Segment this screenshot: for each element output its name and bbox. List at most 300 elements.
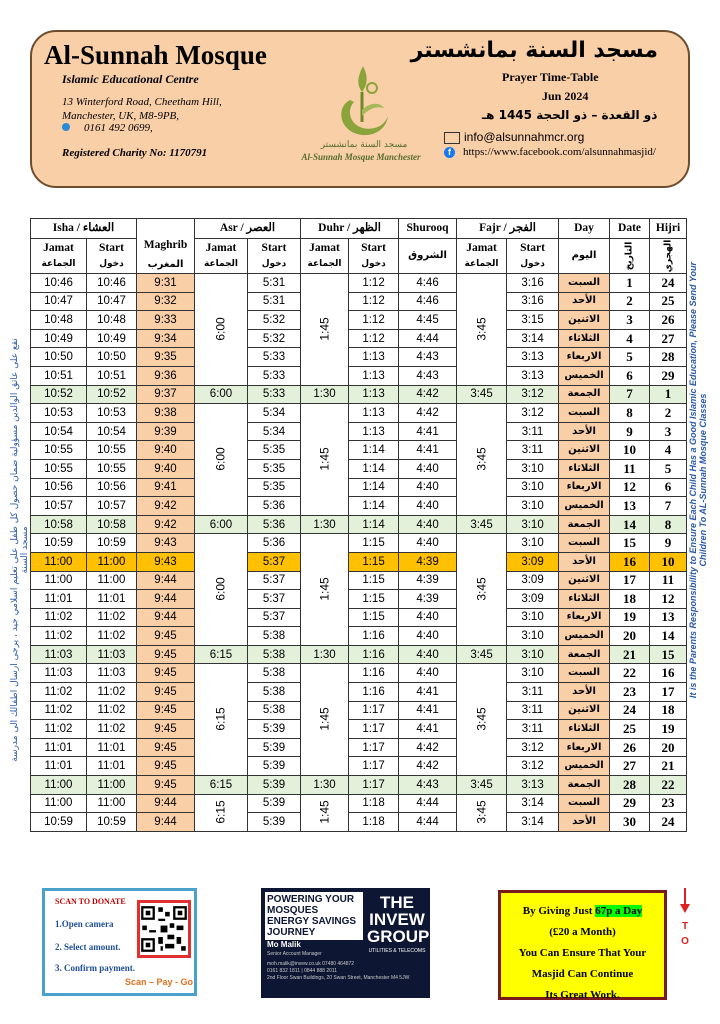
isha-jamat-cell: 11:03 (31, 664, 87, 683)
table-row (31, 497, 687, 516)
date-cell: 1 (610, 274, 650, 293)
asr-start-cell: 5:39 (248, 794, 301, 813)
asr-start-cell: 5:39 (248, 720, 301, 739)
table-row (31, 627, 687, 646)
maghrib-cell: 9:32 (137, 292, 195, 311)
give-line-2: (£20 a Month) (549, 926, 616, 938)
hijri-cell: 10 (650, 552, 687, 571)
maghrib-cell: 9:45 (137, 683, 195, 702)
hijri-cell: 27 (650, 329, 687, 348)
sponsor-ad (261, 888, 430, 998)
isha-jamat-header: Jamat الجماعة (31, 238, 87, 273)
fajr-start-cell: 3:09 (507, 590, 559, 609)
shurooq-cell: 4:42 (399, 738, 457, 757)
hijri-cell: 14 (650, 627, 687, 646)
hijri-cell: 24 (650, 813, 687, 832)
fajr-start-cell: 3:11 (507, 422, 559, 441)
table-row (31, 664, 687, 683)
fajr-start-cell: 3:16 (507, 274, 559, 293)
asr-header: Asr / العصر (195, 219, 301, 239)
asr-start-cell: 5:39 (248, 738, 301, 757)
mosque-subtitle: Islamic Educational Centre (62, 72, 199, 86)
table-row (31, 608, 687, 627)
table-row (31, 478, 687, 497)
date-cell: 4 (610, 329, 650, 348)
fajr-start-cell: 3:14 (507, 794, 559, 813)
hijri-cell: 16 (650, 664, 687, 683)
shurooq-cell: 4:40 (399, 497, 457, 516)
fajr-start-cell: 3:12 (507, 757, 559, 776)
duhr-start-cell: 1:14 (349, 459, 399, 478)
hijri-cell: 3 (650, 422, 687, 441)
maghrib-cell: 9:37 (137, 385, 195, 404)
hijri-cell: 28 (650, 348, 687, 367)
date-cell: 24 (610, 701, 650, 720)
logo-arabic-text: مسجد السنة بمانشستر (320, 140, 408, 150)
duhr-jamat-header: Jamat الجماعة (301, 238, 349, 273)
duhr-jamat-block: 1:45 (301, 664, 349, 776)
facebook-url[interactable]: https://www.facebook.com/alsunnahmasjid/ (463, 146, 656, 158)
duhr-header: Duhr / الظهر (301, 219, 399, 239)
shurooq-cell: 4:40 (399, 608, 457, 627)
hijri-cell: 1 (650, 385, 687, 404)
duhr-start-cell: 1:12 (349, 292, 399, 311)
shurooq-cell: 4:40 (399, 645, 457, 664)
duhr-start-cell: 1:15 (349, 608, 399, 627)
asr-start-cell: 5:34 (248, 422, 301, 441)
hijri-cell: 5 (650, 459, 687, 478)
day-cell: الجمعة (559, 645, 610, 664)
shurooq-cell: 4:40 (399, 478, 457, 497)
isha-jamat-cell: 10:55 (31, 459, 87, 478)
fajr-start-cell: 3:10 (507, 664, 559, 683)
isha-jamat-cell: 10:52 (31, 385, 87, 404)
isha-jamat-cell: 11:02 (31, 720, 87, 739)
fajr-start-cell: 3:15 (507, 311, 559, 330)
maghrib-cell: 9:43 (137, 552, 195, 571)
duhr-jamat-cell: 1:30 (301, 776, 349, 795)
maghrib-cell: 9:45 (137, 664, 195, 683)
asr-start-cell: 5:36 (248, 534, 301, 553)
duhr-start-cell: 1:17 (349, 701, 399, 720)
fajr-start-cell: 3:11 (507, 720, 559, 739)
asr-start-cell: 5:38 (248, 683, 301, 702)
give-line-5: Its Great Work. (545, 989, 620, 1001)
fajr-jamat-block: 3:45 (457, 794, 507, 831)
isha-start-cell: 11:01 (87, 738, 137, 757)
date-cell: 30 (610, 813, 650, 832)
isha-start-cell: 10:57 (87, 497, 137, 516)
duhr-start-cell: 1:17 (349, 776, 399, 795)
maghrib-cell: 9:43 (137, 534, 195, 553)
table-row (31, 683, 687, 702)
isha-start-cell: 11:00 (87, 571, 137, 590)
hijri-cell: 24 (650, 274, 687, 293)
asr-start-cell: 5:36 (248, 515, 301, 534)
maghrib-cell: 9:34 (137, 329, 195, 348)
maghrib-cell: 9:45 (137, 627, 195, 646)
maghrib-cell: 9:40 (137, 459, 195, 478)
shurooq-cell: 4:46 (399, 274, 457, 293)
maghrib-cell: 9:35 (137, 348, 195, 367)
fajr-jamat-cell: 3:45 (457, 385, 507, 404)
table-row (31, 813, 687, 832)
table-row (31, 329, 687, 348)
isha-start-cell: 10:49 (87, 329, 137, 348)
date-cell: 10 (610, 441, 650, 460)
to-indicator (677, 888, 693, 949)
table-row (31, 459, 687, 478)
isha-jamat-cell: 11:01 (31, 757, 87, 776)
shurooq-cell: 4:42 (399, 757, 457, 776)
isha-start-cell: 10:58 (87, 515, 137, 534)
fajr-start-cell: 3:10 (507, 478, 559, 497)
duhr-jamat-block: 1:45 (301, 794, 349, 831)
table-row (31, 515, 687, 534)
give-line-1: By Giving Just (522, 905, 596, 917)
email-address[interactable]: info@alsunnahmcr.org (464, 130, 585, 144)
isha-jamat-cell: 10:59 (31, 813, 87, 832)
facebook[interactable] (444, 146, 656, 158)
day-cell: الاثنين (559, 441, 610, 460)
isha-jamat-cell: 10:46 (31, 274, 87, 293)
duhr-start-cell: 1:15 (349, 552, 399, 571)
asr-start-cell: 5:38 (248, 645, 301, 664)
isha-start-cell: 10:51 (87, 366, 137, 385)
shurooq-cell: 4:41 (399, 441, 457, 460)
shurooq-cell: 4:46 (399, 292, 457, 311)
day-cell: الثلاثاء (559, 720, 610, 739)
hijri-cell: 4 (650, 441, 687, 460)
maghrib-cell: 9:31 (137, 274, 195, 293)
day-cell: السبت (559, 404, 610, 423)
table-row (31, 292, 687, 311)
day-ar-header: اليوم (559, 238, 610, 273)
hijri-cell: 29 (650, 366, 687, 385)
isha-start-cell: 11:02 (87, 608, 137, 627)
maghrib-cell: 9:45 (137, 720, 195, 739)
asr-start-cell: 5:38 (248, 701, 301, 720)
isha-start-cell: 10:48 (87, 311, 137, 330)
isha-start-cell: 11:02 (87, 701, 137, 720)
date-cell: 23 (610, 683, 650, 702)
duhr-start-cell: 1:17 (349, 738, 399, 757)
day-cell: الأحد (559, 292, 610, 311)
isha-jamat-cell: 11:03 (31, 645, 87, 664)
asr-start-cell: 5:32 (248, 329, 301, 348)
asr-start-cell: 5:33 (248, 366, 301, 385)
duhr-jamat-block: 1:45 (301, 404, 349, 516)
asr-start-cell: 5:37 (248, 571, 301, 590)
isha-start-cell: 10:53 (87, 404, 137, 423)
isha-jamat-cell: 11:00 (31, 776, 87, 795)
isha-jamat-cell: 11:00 (31, 794, 87, 813)
isha-start-cell: 11:00 (87, 776, 137, 795)
shurooq-cell: 4:40 (399, 534, 457, 553)
qr-code-icon[interactable] (137, 900, 191, 958)
isha-start-cell: 10:55 (87, 441, 137, 460)
asr-start-cell: 5:38 (248, 664, 301, 683)
donate-title: SCAN TO DONATE (55, 897, 126, 906)
logo-english-text: Al-Sunnah Mosque Manchester (301, 152, 421, 162)
maghrib-cell: 9:45 (137, 645, 195, 664)
table-row (31, 422, 687, 441)
donate-card[interactable] (42, 888, 197, 996)
hijri-cell: 18 (650, 701, 687, 720)
isha-start-cell: 11:01 (87, 757, 137, 776)
fajr-start-cell: 3:11 (507, 701, 559, 720)
asr-start-cell: 5:35 (248, 478, 301, 497)
duhr-jamat-block: 1:45 (301, 274, 349, 386)
email[interactable] (444, 130, 584, 144)
hijri-cell: 12 (650, 590, 687, 609)
date-cell: 25 (610, 720, 650, 739)
ad-brand-sub: UTILITIES & TELECOMS (368, 948, 426, 954)
date-cell: 22 (610, 664, 650, 683)
isha-start-cell: 11:03 (87, 645, 137, 664)
duhr-start-cell: 1:15 (349, 534, 399, 553)
duhr-start-cell: 1:16 (349, 664, 399, 683)
fajr-start-cell: 3:09 (507, 552, 559, 571)
fajr-start-cell: 3:10 (507, 627, 559, 646)
date-cell: 20 (610, 627, 650, 646)
day-cell: الاربعاء (559, 348, 610, 367)
asr-jamat-block: 6:15 (195, 794, 248, 831)
isha-start-cell: 10:59 (87, 813, 137, 832)
shurooq-cell: 4:39 (399, 552, 457, 571)
shurooq-cell: 4:40 (399, 664, 457, 683)
hijri-header: Hijri (650, 219, 687, 239)
asr-start-cell: 5:33 (248, 385, 301, 404)
day-cell: الثلاثاء (559, 329, 610, 348)
asr-start-header: Start دخول (248, 238, 301, 273)
maghrib-cell: 9:44 (137, 571, 195, 590)
fajr-jamat-cell: 3:45 (457, 776, 507, 795)
duhr-start-cell: 1:13 (349, 366, 399, 385)
isha-start-cell: 10:59 (87, 534, 137, 553)
shurooq-cell: 4:43 (399, 348, 457, 367)
isha-start-cell: 10:56 (87, 478, 137, 497)
ad-contact-name: Mo Malik (267, 940, 301, 949)
date-cell: 9 (610, 422, 650, 441)
day-cell: السبت (559, 794, 610, 813)
table-row (31, 590, 687, 609)
shurooq-cell: 4:41 (399, 683, 457, 702)
asr-start-cell: 5:34 (248, 404, 301, 423)
day-cell: الأحد (559, 813, 610, 832)
isha-start-cell: 11:00 (87, 794, 137, 813)
donate-tagline: Scan – Pay - Go (125, 977, 194, 987)
fajr-jamat-block: 3:45 (457, 404, 507, 516)
address-line-1: 13 Winterford Road, Cheetham Hill, (62, 96, 222, 108)
hijri-cell: 8 (650, 515, 687, 534)
asr-jamat-block: 6:15 (195, 664, 248, 776)
hijri-cell: 6 (650, 478, 687, 497)
isha-jamat-cell: 11:02 (31, 701, 87, 720)
give-line-3: You Can Ensure That Your (518, 947, 647, 959)
asr-start-cell: 5:39 (248, 813, 301, 832)
isha-jamat-cell: 10:48 (31, 311, 87, 330)
maghrib-cell: 9:44 (137, 590, 195, 609)
isha-start-cell: 11:00 (87, 552, 137, 571)
phone-icon (62, 123, 70, 131)
isha-start-cell: 11:02 (87, 683, 137, 702)
timetable-body (31, 274, 687, 832)
day-cell: الثلاثاء (559, 459, 610, 478)
table-row (31, 274, 687, 293)
maghrib-cell: 9:38 (137, 404, 195, 423)
hijri-ar-header: الهجري (650, 238, 687, 273)
maghrib-cell: 9:45 (137, 738, 195, 757)
hijri-cell: 21 (650, 757, 687, 776)
shurooq-cell: 4:42 (399, 404, 457, 423)
isha-start-cell: 11:01 (87, 590, 137, 609)
asr-jamat-cell: 6:00 (195, 385, 248, 404)
date-cell: 15 (610, 534, 650, 553)
shurooq-cell: 4:44 (399, 794, 457, 813)
fajr-jamat-block: 3:45 (457, 534, 507, 646)
asr-jamat-cell: 6:00 (195, 515, 248, 534)
asr-start-cell: 5:39 (248, 776, 301, 795)
header-row (31, 219, 687, 239)
maghrib-cell: 9:45 (137, 757, 195, 776)
donate-step-3: 3. Confirm payment. (55, 963, 135, 973)
day-cell: السبت (559, 274, 610, 293)
mosque-logo-icon (328, 62, 398, 140)
maghrib-cell: 9:41 (137, 478, 195, 497)
isha-start-cell: 11:02 (87, 627, 137, 646)
day-cell: الاربعاء (559, 738, 610, 757)
hijri-cell: 25 (650, 292, 687, 311)
day-cell: الاربعاء (559, 478, 610, 497)
donate-step-1: 1.Open camera (55, 919, 114, 929)
date-cell: 16 (610, 552, 650, 571)
day-cell: الخميس (559, 497, 610, 516)
fajr-jamat-header: Jamat الجماعة (457, 238, 507, 273)
day-cell: الأحد (559, 422, 610, 441)
asr-start-cell: 5:38 (248, 627, 301, 646)
duhr-start-cell: 1:12 (349, 311, 399, 330)
isha-jamat-cell: 10:49 (31, 329, 87, 348)
ad-brand: THE INVEW GROUP (367, 893, 430, 946)
date-cell: 7 (610, 385, 650, 404)
duhr-start-cell: 1:14 (349, 441, 399, 460)
duhr-start-cell: 1:15 (349, 590, 399, 609)
asr-start-cell: 5:35 (248, 441, 301, 460)
asr-start-cell: 5:31 (248, 274, 301, 293)
hijri-cell: 20 (650, 738, 687, 757)
asr-start-cell: 5:36 (248, 497, 301, 516)
day-cell: الاثنين (559, 701, 610, 720)
isha-jamat-cell: 10:56 (31, 478, 87, 497)
asr-jamat-block: 6:00 (195, 404, 248, 516)
asr-jamat-cell: 6:15 (195, 645, 248, 664)
maghrib-cell: 9:45 (137, 701, 195, 720)
isha-jamat-cell: 11:01 (31, 738, 87, 757)
to-letter-o: O (681, 936, 689, 947)
shurooq-cell: 4:44 (399, 813, 457, 832)
day-cell: السبت (559, 534, 610, 553)
day-header: Day (559, 219, 610, 239)
duhr-start-cell: 1:16 (349, 645, 399, 664)
charity-number: Registered Charity No: 1170791 (62, 147, 208, 159)
fajr-start-cell: 3:12 (507, 738, 559, 757)
asr-start-cell: 5:35 (248, 459, 301, 478)
fajr-start-cell: 3:16 (507, 292, 559, 311)
day-cell: الاثنين (559, 311, 610, 330)
date-cell: 29 (610, 794, 650, 813)
day-cell: الثلاثاء (559, 590, 610, 609)
table-row (31, 571, 687, 590)
isha-jamat-cell: 10:50 (31, 348, 87, 367)
phone-number: 0161 492 0699, (84, 122, 153, 134)
isha-jamat-cell: 10:59 (31, 534, 87, 553)
maghrib-cell: 9:44 (137, 608, 195, 627)
fajr-jamat-block: 3:45 (457, 664, 507, 776)
duhr-start-cell: 1:17 (349, 757, 399, 776)
date-cell: 11 (610, 459, 650, 478)
date-cell: 14 (610, 515, 650, 534)
fajr-header: Fajr / الفجر (457, 219, 559, 239)
table-row (31, 441, 687, 460)
hijri-cell: 17 (650, 683, 687, 702)
day-cell: الأحد (559, 552, 610, 571)
isha-header: Isha / العشاء (31, 219, 137, 239)
duhr-start-cell: 1:14 (349, 497, 399, 516)
fajr-start-cell: 3:10 (507, 645, 559, 664)
duhr-start-cell: 1:14 (349, 515, 399, 534)
fajr-start-cell: 3:13 (507, 348, 559, 367)
table-row (31, 311, 687, 330)
asr-start-cell: 5:37 (248, 590, 301, 609)
isha-start-cell: 10:46 (87, 274, 137, 293)
mosque-name-arabic: مسجد السنة بمانشستر (410, 38, 658, 63)
maghrib-cell: 9:42 (137, 515, 195, 534)
isha-jamat-cell: 10:55 (31, 441, 87, 460)
ad-contact-details: moh.malik@invew.co.uk 07480 464872 0161 832 1811 | 0844 888 2011 2nd Floor Swan Buildings, 20 Swan Street, Manchester M4 5JW (267, 961, 410, 981)
ad-contact-role: Senior Account Manager (267, 951, 322, 957)
duhr-start-cell: 1:14 (349, 478, 399, 497)
maghrib-cell: 9:39 (137, 422, 195, 441)
isha-start-header: Start دخول (87, 238, 137, 273)
phone (62, 122, 153, 134)
table-row (31, 720, 687, 739)
shurooq-header: Shurooq (399, 219, 457, 239)
table-row (31, 776, 687, 795)
table-row (31, 385, 687, 404)
duhr-start-cell: 1:13 (349, 422, 399, 441)
email-icon (444, 132, 460, 144)
date-cell: 21 (610, 645, 650, 664)
fajr-start-cell: 3:13 (507, 366, 559, 385)
day-cell: الأحد (559, 683, 610, 702)
table-row (31, 757, 687, 776)
isha-jamat-cell: 11:00 (31, 552, 87, 571)
side-note-arabic: نقع على عاتق الوالدين مسؤولية ضمان حصول كل طفل على تعليم اسلامي جيد ، يرجى ارسال اطفالك الى مدرسة مسجد السنة (10, 338, 30, 762)
asr-jamat-block: 6:00 (195, 274, 248, 386)
isha-jamat-cell: 11:01 (31, 590, 87, 609)
shurooq-cell: 4:40 (399, 515, 457, 534)
mosque-name: Al-Sunnah Mosque (44, 40, 267, 70)
hijri-cell: 7 (650, 497, 687, 516)
shurooq-cell: 4:39 (399, 571, 457, 590)
isha-jamat-cell: 10:58 (31, 515, 87, 534)
date-cell: 8 (610, 404, 650, 423)
maghrib-cell: 9:36 (137, 366, 195, 385)
hijri-cell: 13 (650, 608, 687, 627)
fajr-start-cell: 3:12 (507, 385, 559, 404)
asr-start-cell: 5:31 (248, 292, 301, 311)
